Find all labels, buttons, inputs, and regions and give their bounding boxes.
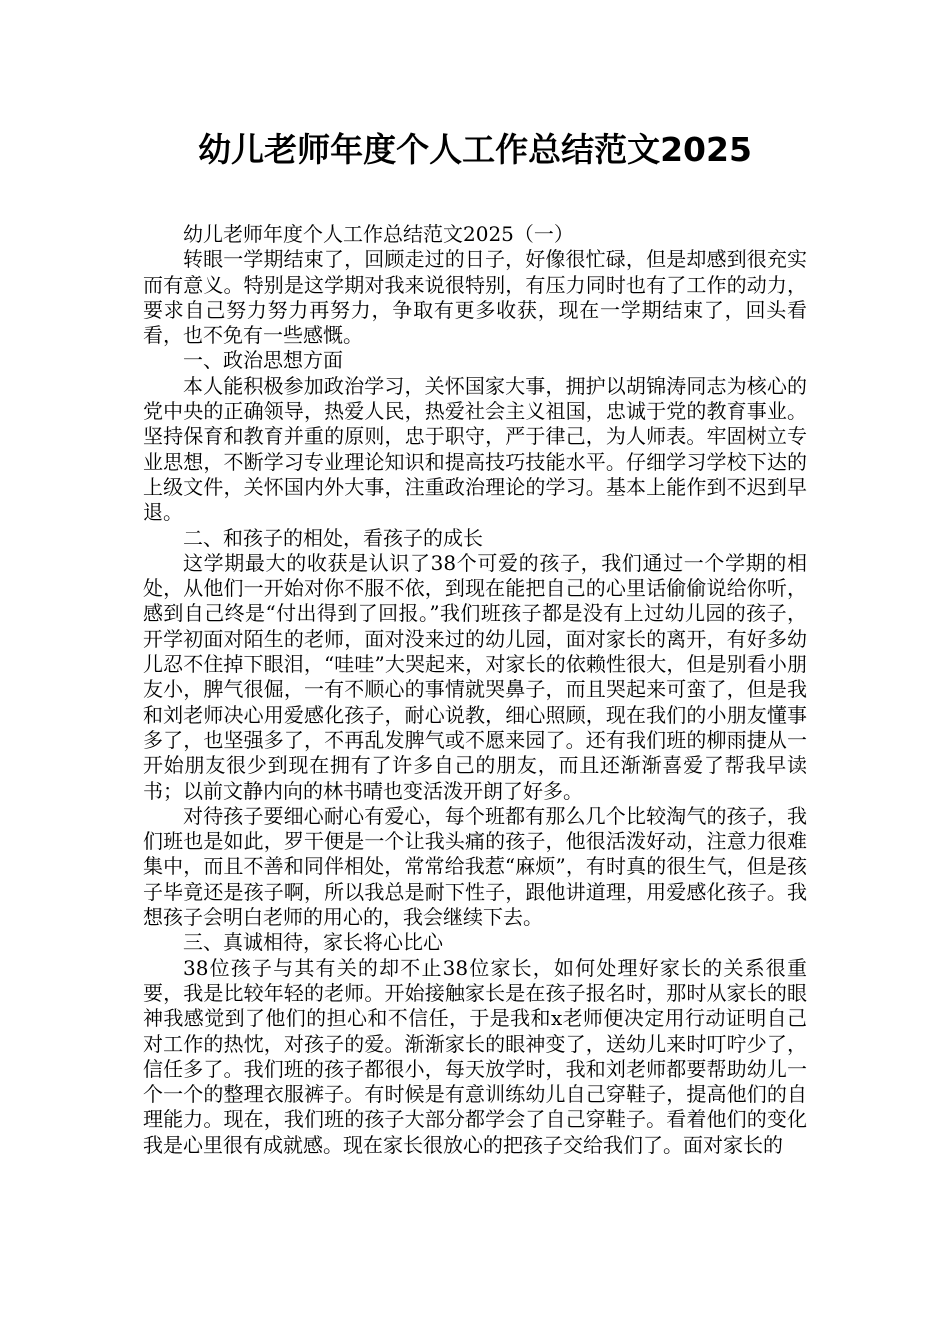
document-title: 幼儿老师年度个人工作总结范文2025 <box>198 130 752 169</box>
parents-paragraph: 38位孩子与其有关的却不止38位家长，如何处理好家长的关系很重要，我是比较年轻的老师。开始接触家长是在孩子报名时，那时从家长的眼神我感觉到了他们的担心和不信任，于是我和x老师便决定用行动证明自己对工作的热忱，对孩子的爱。渐渐家长的眼神变了，送幼儿来时叮咛少了，信任多了。我们班的孩子都很小，每天放学时，我和刘老师都要帮助幼儿一个一个的整理衣服裤子。有时候是有意训练幼儿自己穿鞋子，提高他们的自理能力。现在，我们班的孩子大部分都学会了自己穿鞋子。看着他们的变化我是心里很有成就感。现在家长很放心的把孩子交给我们了。面对家长的 <box>143 955 807 1157</box>
section-heading-children: 二、和孩子的相处，看孩子的成长 <box>183 525 483 550</box>
section-heading-politics: 一、政治思想方面 <box>183 348 343 373</box>
intro-paragraph: 转眼一学期结束了，回顾走过的日子，好像很忙碌，但是却感到很充实而有意义。特别是这学期对我来说很特别，有压力同时也有了工作的动力，要求自己努力努力再努力，争取有更多收获，现在一学期结束了，回头看看，也不免有一些感慨。 <box>143 247 807 348</box>
section-heading-part-one: 幼儿老师年度个人工作总结范文2025（一） <box>183 222 574 246</box>
document-body <box>143 222 807 1158</box>
section-heading-parents: 三、真诚相待，家长将心比心 <box>183 930 443 955</box>
patience-paragraph: 对待孩子要细心耐心有爱心，每个班都有那么几个比较淘气的孩子，我们班也是如此，罗干便是一个让我头痛的孩子，他很活泼好动，注意力很难集中，而且不善和同伴相处，常常给我惹“麻烦”，有时真的很生气，但是孩子毕竟还是孩子啊，所以我总是耐下性子，跟他讲道理，用爱感化孩子。我想孩子会明白老师的用心的，我会继续下去。 <box>143 803 807 930</box>
politics-paragraph: 本人能积极参加政治学习，关怀国家大事，拥护以胡锦涛同志为核心的党中央的正确领导，热爱人民，热爱社会主义祖国，忠诚于党的教育事业。坚持保育和教育并重的原则，忠于职守，严于律己，为人师表。牢固树立专业思想，不断学习专业理论知识和提高技巧技能水平。仔细学习学校下达的上级文件，关怀国内外大事，注重政治理论的学习。基本上能作到不迟到早退。 <box>143 373 807 525</box>
children-paragraph: 这学期最大的收获是认识了38个可爱的孩子，我们通过一个学期的相处，从他们一开始对你不服不依，到现在能把自己的心里话偷偷说给你听，感到自己终是“付出得到了回报。”我们班孩子都是没有上过幼儿园的孩子，开学初面对陌生的老师，面对没来过的幼儿园，面对家长的离开，有好多幼儿忍不住掉下眼泪，“哇哇”大哭起来，对家长的依赖性很大，但是别看小朋友小，脾气很倔，一有不顺心的事情就哭鼻子，而且哭起来可蛮了，但是我和刘老师决心用爱感化孩子，耐心说教，细心照顾，现在我们的小朋友懂事多了，也坚强多了，不再乱发脾气或不愿来园了。还有我们班的柳雨捷从一开始朋友很少到现在拥有了许多自己的朋友，而且还渐渐喜爱了帮我早读书；以前文静内向的林书晴也变活泼开朗了好多。 <box>143 550 807 803</box>
